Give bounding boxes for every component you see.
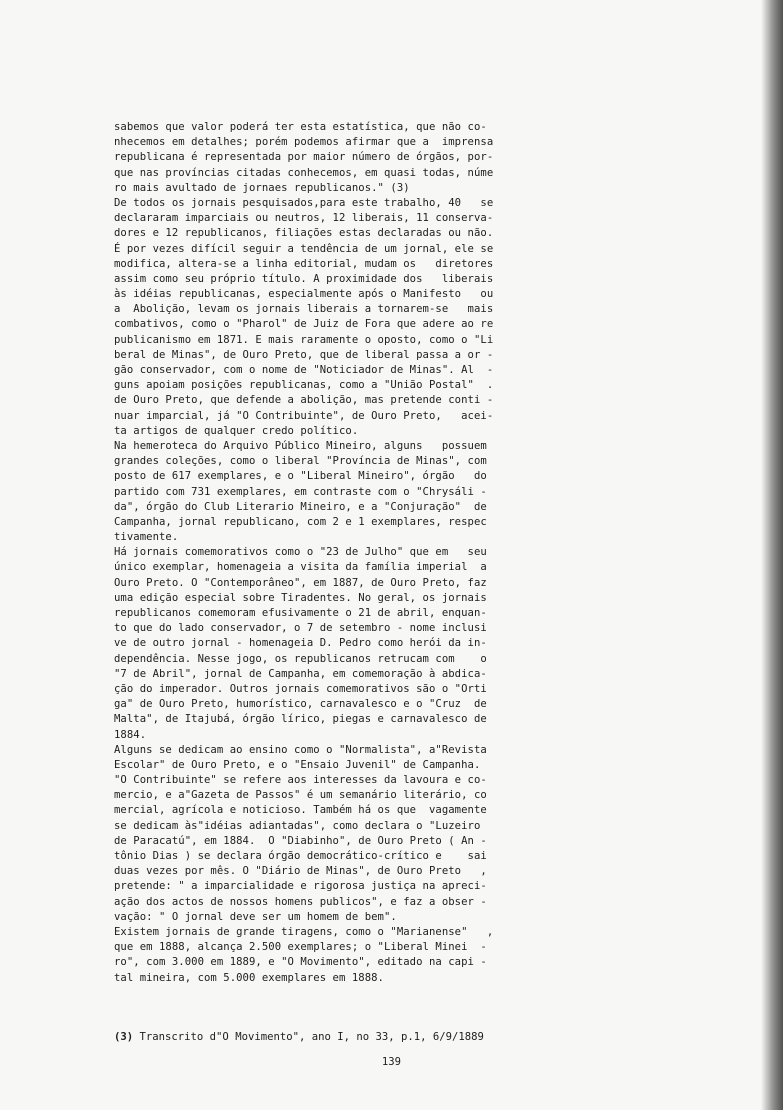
footnote-text: Transcrito d"O Movimento", ano I, no 33, p.1, 6/9/1889	[133, 1031, 484, 1043]
text-line: dores e 12 republicanos, filiações estas declaradas ou não.	[114, 227, 494, 240]
text-line: ga" de Ouro Preto, humorístico, carnavalesco e o "Cruz de	[114, 698, 487, 711]
text-line: Na hemeroteca do Arquivo Público Mineiro, alguns possuem	[114, 439, 487, 452]
page-body	[114, 120, 636, 986]
text-line: beral de Minas", de Ouro Preto, que de liberal passa a or -	[114, 348, 494, 361]
text-line: ro", com 3.000 em 1889, e "O Movimento", editado na capi -	[114, 956, 487, 969]
text-line: "7 de Abril", jornal de Campanha, em comemoração à abdica-	[114, 667, 487, 680]
text-line: É por vezes difícil seguir a tendência de um jornal, ele se	[114, 242, 494, 255]
text-line: ação dos actos de nossos homens publicos", e faz a obser -	[114, 895, 487, 908]
footnote-marker: (3)	[114, 1031, 134, 1043]
text-line: pretende: " a imparcialidade e rigorosa justiça na apreci-	[114, 880, 487, 893]
text-line: partido com 731 exemplares, em contraste com o "Chrysáli -	[114, 485, 487, 498]
text-line: declararam imparciais ou neutros, 12 liberais, 11 conserva-	[114, 212, 494, 225]
footnote	[114, 1030, 484, 1045]
text-line: Malta", de Itajubá, órgão lírico, piegas e carnavalesco de	[114, 713, 487, 726]
text-line: republicana é representada por maior número de órgãos, por-	[114, 151, 494, 164]
text-line: uma edição especial sobre Tiradentes. No geral, os jornais	[114, 591, 487, 604]
text-line: ta artigos de qualquer credo político.	[114, 424, 359, 437]
text-line: único exemplar, homenageia a visita da família imperial a	[114, 561, 487, 574]
text-line: modifica, altera-se a linha editorial, mudam os diretores	[114, 257, 494, 270]
text-line: que nas províncias citadas conhecemos, em quasi todas, núme	[114, 166, 494, 179]
text-line: De todos os jornais pesquisados,para este trabalho, 40 se	[114, 196, 494, 209]
text-line: republicanos comemoram efusivamente o 21 de abril, enquan-	[114, 607, 487, 619]
text-line: sabemos que valor poderá ter esta estatística, que não co-	[114, 121, 487, 133]
text-line: ro mais avultado de jornaes republicanos." (3)	[114, 181, 410, 194]
text-line: mercial, agrícola e noticioso. Também há os que vagamente	[114, 804, 487, 817]
text-line: de Paracatú", em 1884. O "Diabinho", de Ouro Preto ( An -	[114, 834, 487, 847]
text-line: Campanha, jornal republicano, com 2 e 1 exemplares, respec	[114, 515, 487, 528]
text-line: grandes coleções, como o liberal "Província de Minas", com	[114, 455, 487, 468]
text-line: ve de outro jornal - homenageia D. Pedro como herói da in-	[114, 637, 487, 650]
text-line: Ouro Preto. O "Contemporâneo", em 1887, de Ouro Preto, faz	[114, 576, 487, 589]
text-line: gão conservador, com o nome de "Noticiador de Minas". Al -	[114, 364, 494, 376]
text-line: nuar imparcial, já "O Contribuinte", de Ouro Preto, acei-	[114, 409, 494, 422]
text-line: Alguns se dedicam ao ensino como o "Normalista", a"Revista	[114, 743, 487, 756]
text-line: dependência. Nesse jogo, os republicanos retrucam com o	[114, 652, 487, 665]
text-line: publicanismo em 1871. E mais raramente o oposto, como o "Li	[114, 333, 494, 346]
text-line: de Ouro Preto, que defende a abolição, mas pretende conti -	[114, 394, 494, 407]
text-line: vação: " O jornal deve ser um homem de bem".	[114, 910, 397, 923]
text-line: tônio Dias ) se declara órgão democrático-crítico e sai	[114, 850, 487, 862]
text-line: tivamente.	[114, 531, 179, 544]
text-line: "O Contribuinte" se refere aos interesses da lavoura e co-	[114, 774, 487, 787]
text-line: às idéias republicanas, especialmente após o Manifesto ou	[114, 288, 494, 301]
body-text	[114, 120, 636, 986]
text-line: combativos, como o "Pharol" de Juiz de Fora que adere ao re	[114, 318, 494, 331]
text-line: a Abolição, levam os jornais liberais a tornarem-se mais	[114, 303, 494, 316]
text-line: da", órgão do Club Literario Mineiro, e a "Conjuração" de	[114, 500, 487, 513]
scan-shadow-edge	[761, 0, 783, 1110]
text-line: Existem jornais de grande tiragens, como o "Marianense" ,	[114, 925, 494, 938]
page-number: 139	[381, 1056, 402, 1068]
text-line: guns apoiam posições republicanas, como a "União Postal" .	[114, 379, 494, 392]
text-line: que em 1888, alcança 2.500 exemplares; o "Liberal Minei -	[114, 941, 487, 954]
text-line: Há jornais comemorativos como o "23 de Julho" que em seu	[114, 546, 487, 559]
text-line: se dedicam às"idéias adiantadas", como declara o "Luzeiro	[114, 819, 481, 832]
text-line: duas vezes por mês. O "Diário de Minas", de Ouro Preto ,	[114, 865, 487, 878]
text-line: mercio, e a"Gazeta de Passos" é um semanário literário, co	[114, 789, 487, 802]
text-line: assim como seu próprio título. A proximidade dos liberais	[114, 272, 494, 285]
text-line: tal mineira, com 5.000 exemplares em 1888.	[114, 971, 384, 984]
text-line: posto de 617 exemplares, e o "Liberal Mineiro", órgão do	[114, 470, 487, 483]
text-line: nhecemos em detalhes; porém podemos afirmar que a imprensa	[114, 136, 494, 149]
text-line: 1884.	[114, 728, 147, 741]
text-line: ção do imperador. Outros jornais comemorativos são o "Orti	[114, 682, 487, 695]
text-line: to que do lado conservador, o 7 de setembro - nome inclusi	[114, 622, 487, 635]
text-line: Escolar" de Ouro Preto, e o "Ensaio Juvenil" de Campanha.	[114, 758, 481, 771]
